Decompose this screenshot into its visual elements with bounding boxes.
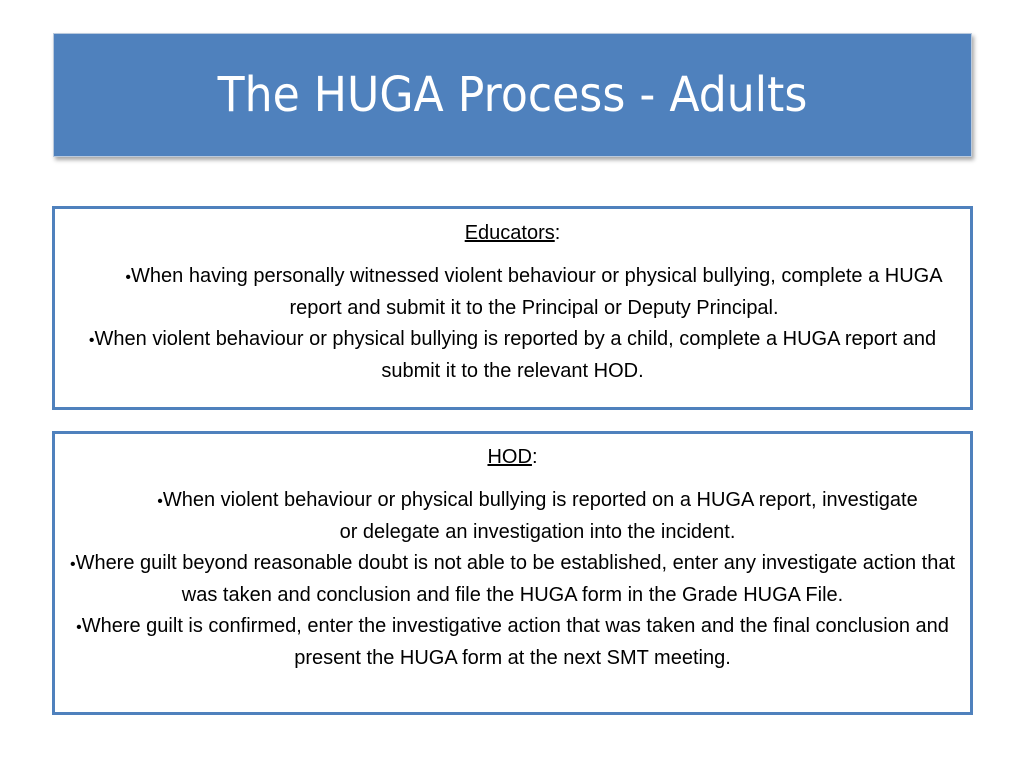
bullet-icon: •	[69, 556, 76, 573]
educators-bullet-2-text: When violent behaviour or physical bullying is reported by a child, complete a HUGA report and submit it to the relevant HOD.	[94, 328, 937, 382]
bullet-icon: •	[125, 269, 132, 286]
hod-bullet-1-text: When violent behaviour or physical bullying is reported on a HUGA report, investigate or delegate an investigation into the incident.	[162, 489, 918, 543]
educators-heading-label: Educators	[464, 222, 555, 244]
educators-bullet-1	[55, 261, 970, 324]
title-banner	[53, 33, 972, 157]
hod-heading	[55, 442, 970, 473]
hod-bullet-2	[55, 548, 970, 611]
hod-bullet-3-text: Where guilt is confirmed, enter the investigative action that was taken and the final conclusion and present the HUGA form at the next SMT meeting.	[81, 615, 949, 669]
bullet-icon: •	[157, 493, 163, 510]
hod-bullet-3	[55, 611, 970, 674]
bullet-icon: •	[76, 619, 82, 636]
hod-box	[52, 431, 973, 715]
hod-heading-colon: :	[531, 446, 538, 468]
hod-bullet-1	[55, 485, 970, 548]
educators-heading	[55, 218, 970, 249]
educators-bullet-1-text: When having personally witnessed violent behaviour or physical bullying, complete a HUGA report and submit it to the Principal or Deputy Principal.	[131, 265, 943, 319]
educators-bullet-2	[55, 324, 970, 387]
slide-title: The HUGA Process - Adults	[217, 67, 808, 123]
educators-heading-colon: :	[554, 222, 561, 244]
educators-box	[52, 206, 973, 410]
bullet-icon: •	[88, 332, 95, 349]
hod-heading-label: HOD	[487, 446, 532, 468]
hod-bullet-2-text: Where guilt beyond reasonable doubt is not able to be established, enter any investigate action that was taken and conclusion and file the HUGA form in the Grade HUGA File.	[75, 552, 956, 606]
